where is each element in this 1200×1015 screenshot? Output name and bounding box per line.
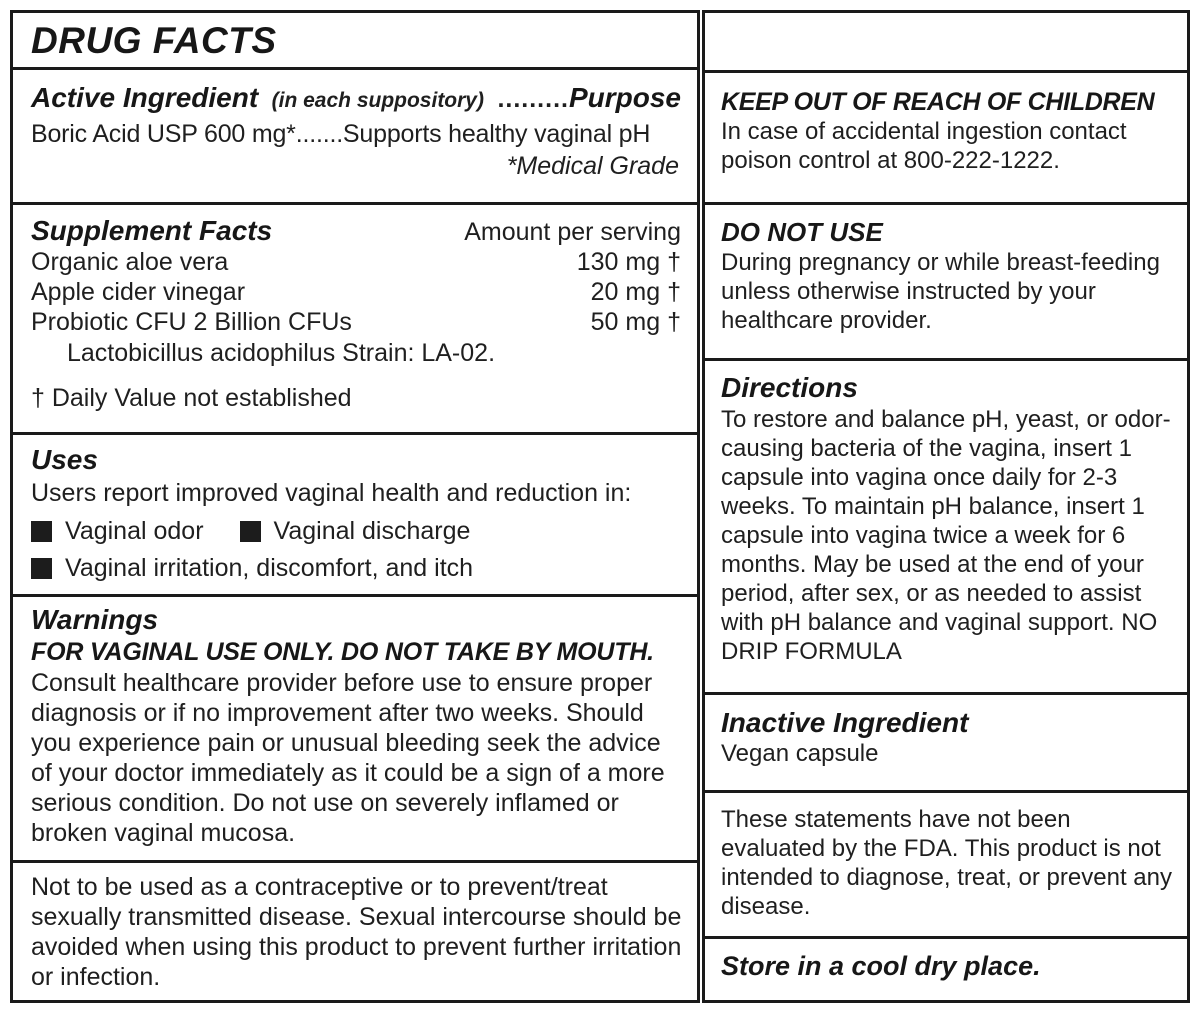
inactive-ingredient-heading: Inactive Ingredient [721,707,969,738]
contraceptive-note: Not to be used as a contraceptive or to prevent/treat sexually transmitted disease. Sexual intercourse should be avoided when using this product to prevent further irritation or infection. [31,873,682,991]
active-ingredient-heading: Active Ingredient [31,82,259,113]
daily-value-note: † Daily Value not established [31,384,352,412]
medical-grade-footnote: *Medical Grade [506,152,679,180]
keep-out-of-reach-section [705,73,1187,205]
leader-dots: ......... [497,85,569,113]
supplement-facts-section [13,205,697,435]
square-bullet-icon [31,521,52,542]
supplement-facts-heading: Supplement Facts [31,215,273,246]
do-not-use-heading: DO NOT USE [721,217,883,247]
do-not-use-body: During pregnancy or while breast-feeding unless otherwise instructed by your healthcare provider. [721,249,1160,334]
supplement-row [31,247,681,277]
purpose-heading: Purpose [568,82,681,113]
drug-facts-label [10,10,1190,1003]
uses-bullet-item [240,516,471,546]
square-bullet-icon [31,558,52,579]
supplement-row [31,307,681,337]
storage-instruction: Store in a cool dry place. [721,951,1041,981]
drug-facts-title-section [13,13,697,70]
keep-out-heading: KEEP OUT OF REACH OF CHILDREN [721,88,1155,116]
ingredient-name: Probiotic CFU 2 Billion CFUs [31,308,352,336]
directions-heading: Directions [721,372,858,403]
uses-bullet-item [31,553,473,583]
do-not-use-section [705,205,1187,361]
ingredient-name: Apple cider vinegar [31,278,246,306]
amount-per-serving-header: Amount per serving [464,218,681,246]
spacer-cell [705,13,1187,73]
left-column [10,10,700,1003]
inactive-ingredient-section [705,695,1187,793]
uses-bullet-row [31,553,681,583]
ingredient-amount: 20 mg † [590,278,681,306]
warnings-heading: Warnings [31,604,159,635]
uses-bullet-label: Vaginal discharge [273,517,471,545]
active-ingredient-section [13,70,697,205]
inactive-ingredient-body: Vegan capsule [721,740,879,767]
ingredient-amount: 130 mg † [576,248,681,276]
warnings-subheading: FOR VAGINAL USE ONLY. DO NOT TAKE BY MOUTH. [31,638,654,666]
contraceptive-note-section [13,863,697,1000]
purpose-group [497,82,681,114]
uses-bullet-row [31,516,681,546]
uses-bullet-label: Vaginal irritation, discomfort, and itch [65,554,474,582]
uses-intro: Users report improved vaginal health and reduction in: [31,479,632,507]
square-bullet-icon [240,521,261,542]
uses-bullet-label: Vaginal odor [65,517,204,545]
page-title: DRUG FACTS [31,20,277,61]
active-ingredient-heading-row [31,82,681,114]
supplement-facts-header-row [31,215,681,247]
strain-note: Lactobicillus acidophilus Strain: LA-02. [67,339,496,367]
keep-out-body: In case of accidental ingestion contact poison control at 800-222-1222. [721,118,1127,174]
storage-section [705,939,1187,1000]
active-ingredient-line: Boric Acid USP 600 mg*.......Supports healthy vaginal pH [31,120,651,148]
right-column [702,10,1190,1003]
directions-body: To restore and balance pH, yeast, or odor-causing bacteria of the vagina, insert 1 capsule into vagina once daily for 2-3 weeks. To maintain pH balance, insert 1 capsule into vagina twice a week for 6 months. May be used at the end of your period, after sex, or as needed to assist with pH balance and vaginal support. NO DRIP FORMULA [721,406,1171,665]
warnings-body: Consult healthcare provider before use to ensure proper diagnosis or if no improvement after two weeks. Should you experience pain or unusual bleeding seek the advice of your doctor immediately as it could be a sign of a more serious condition. Do not use on severely inflamed or broken vaginal mucosa. [31,669,665,847]
fda-disclaimer-text: These statements have not been evaluated by the FDA. This product is not intended to diagnose, treat, or prevent any disease. [721,806,1172,920]
warnings-section [13,597,697,863]
ingredient-amount: 50 mg † [590,308,681,336]
supplement-row [31,277,681,307]
ingredient-name: Organic aloe vera [31,248,229,276]
uses-section [13,435,697,597]
active-ingredient-note: (in each suppository) [271,89,484,112]
active-ingredient-heading-group [31,82,484,114]
uses-bullet-item [31,516,204,546]
fda-disclaimer-section [705,793,1187,939]
uses-heading: Uses [31,444,98,475]
directions-section [705,361,1187,695]
